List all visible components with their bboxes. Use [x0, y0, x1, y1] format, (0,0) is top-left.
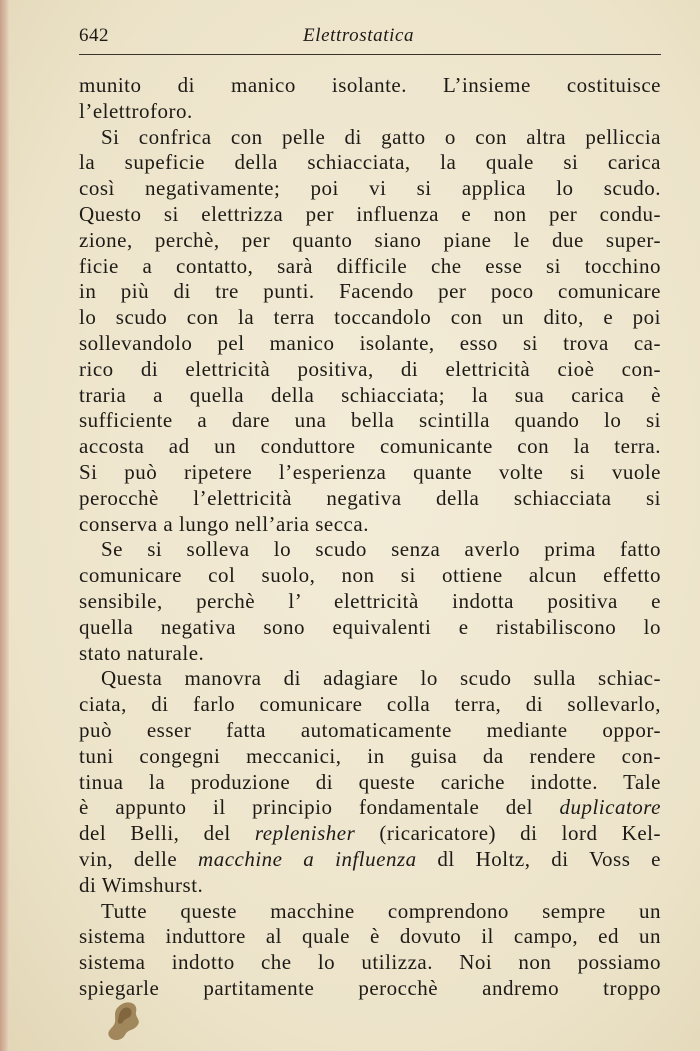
- text-line: così negativamente; poi vi si applica lo scudo.: [79, 176, 661, 201]
- text-line: stato naturale.: [79, 640, 205, 665]
- text-line: può esser fatta automaticamente mediante oppor-: [79, 717, 661, 742]
- text-segment: del Belli, del: [79, 821, 255, 846]
- text-line: ficie a contatto, sarà difficile che esse si tocchino: [79, 253, 661, 278]
- body-text: [79, 73, 661, 1002]
- text-line: tuni congegni meccanici, in guisa da rendere con-: [79, 743, 661, 768]
- text-line: [79, 795, 661, 821]
- text-line: zione, perchè, per quanto siano piane le due super-: [79, 227, 661, 252]
- text-line: sufficiente a dare una bella scintilla quando lo si: [79, 408, 661, 433]
- text-line: [79, 847, 661, 873]
- text-line: rico di elettricità positiva, di elettricità cioè con-: [79, 356, 661, 381]
- text-line: in più di tre punti. Facendo per poco comunicare: [79, 279, 661, 304]
- page-header: [79, 22, 661, 50]
- italic-term: duplicatore: [559, 795, 661, 820]
- text-line: traria a quella della schiacciata; la sua carica è: [79, 382, 661, 407]
- text-line: tinua la produzione di queste cariche indotte. Tale: [79, 769, 661, 794]
- text-line: [79, 821, 661, 847]
- text-line: la supeficie della schiacciata, la quale si carica: [79, 150, 661, 175]
- text-line: spiegarle partitamente perocchè andremo troppo: [79, 975, 661, 1000]
- text-line: Tutte queste macchine comprendono sempre un: [101, 898, 661, 923]
- text-line: Questo si elettrizza per influenza e non per condu-: [79, 201, 661, 226]
- text-line: munito di manico isolante. L’insieme costituisce: [79, 73, 661, 97]
- text-line: comunicare col suolo, non si ottiene alcun effetto: [79, 563, 661, 588]
- text-line: ciata, di farlo comunicare colla terra, di sollevarlo,: [79, 692, 661, 717]
- text-line: accosta ad un conduttore comunicante con la terra.: [79, 434, 661, 459]
- italic-term: macchine a influenza: [198, 846, 417, 871]
- text-line: di Wimshurst.: [79, 872, 204, 897]
- text-line: Si può ripetere l’esperienza quante volte si vuole: [79, 459, 661, 484]
- text-segment: vin, delle: [79, 846, 199, 871]
- header-rule: [79, 54, 661, 55]
- text-line: sensibile, perchè l’ elettricità indotta positiva e: [79, 588, 661, 613]
- ink-stain: [104, 998, 150, 1044]
- text-line: perocchè l’elettricità negativa della schiacciata si: [79, 485, 661, 510]
- italic-term: replenisher: [254, 821, 356, 846]
- text-line: lo scudo con la terra toccandolo con un dito, e poi: [79, 305, 661, 330]
- text-line: Questa manovra di adagiare lo scudo sulla schiac-: [101, 666, 661, 691]
- page-edge: [0, 0, 9, 1051]
- page-number: 642: [79, 25, 109, 46]
- text-segment: è appunto il principio fondamentale del: [79, 795, 560, 820]
- text-line: quella negativa sono equivalenti e ristabiliscono lo: [79, 614, 661, 639]
- text-segment: (ricaricatore) di lord Kel-: [355, 821, 661, 846]
- text-line: Si confrica con pelle di gatto o con altra pelliccia: [101, 124, 661, 149]
- text-line: conserva a lungo nell’aria secca.: [79, 511, 369, 536]
- text-segment: dl Holtz, di Voss e: [416, 846, 661, 871]
- text-line: sollevandolo pel manico isolante, esso si trova ca-: [79, 330, 661, 355]
- text-line: Se si solleva lo scudo senza averlo prima fatto: [101, 537, 661, 562]
- text-line: l’elettroforo.: [79, 98, 193, 123]
- running-title: Elettrostatica: [303, 25, 415, 46]
- text-line: sistema indotto che lo utilizza. Noi non possiamo: [79, 950, 661, 975]
- text-line: sistema induttore al quale è dovuto il campo, ed un: [79, 924, 661, 949]
